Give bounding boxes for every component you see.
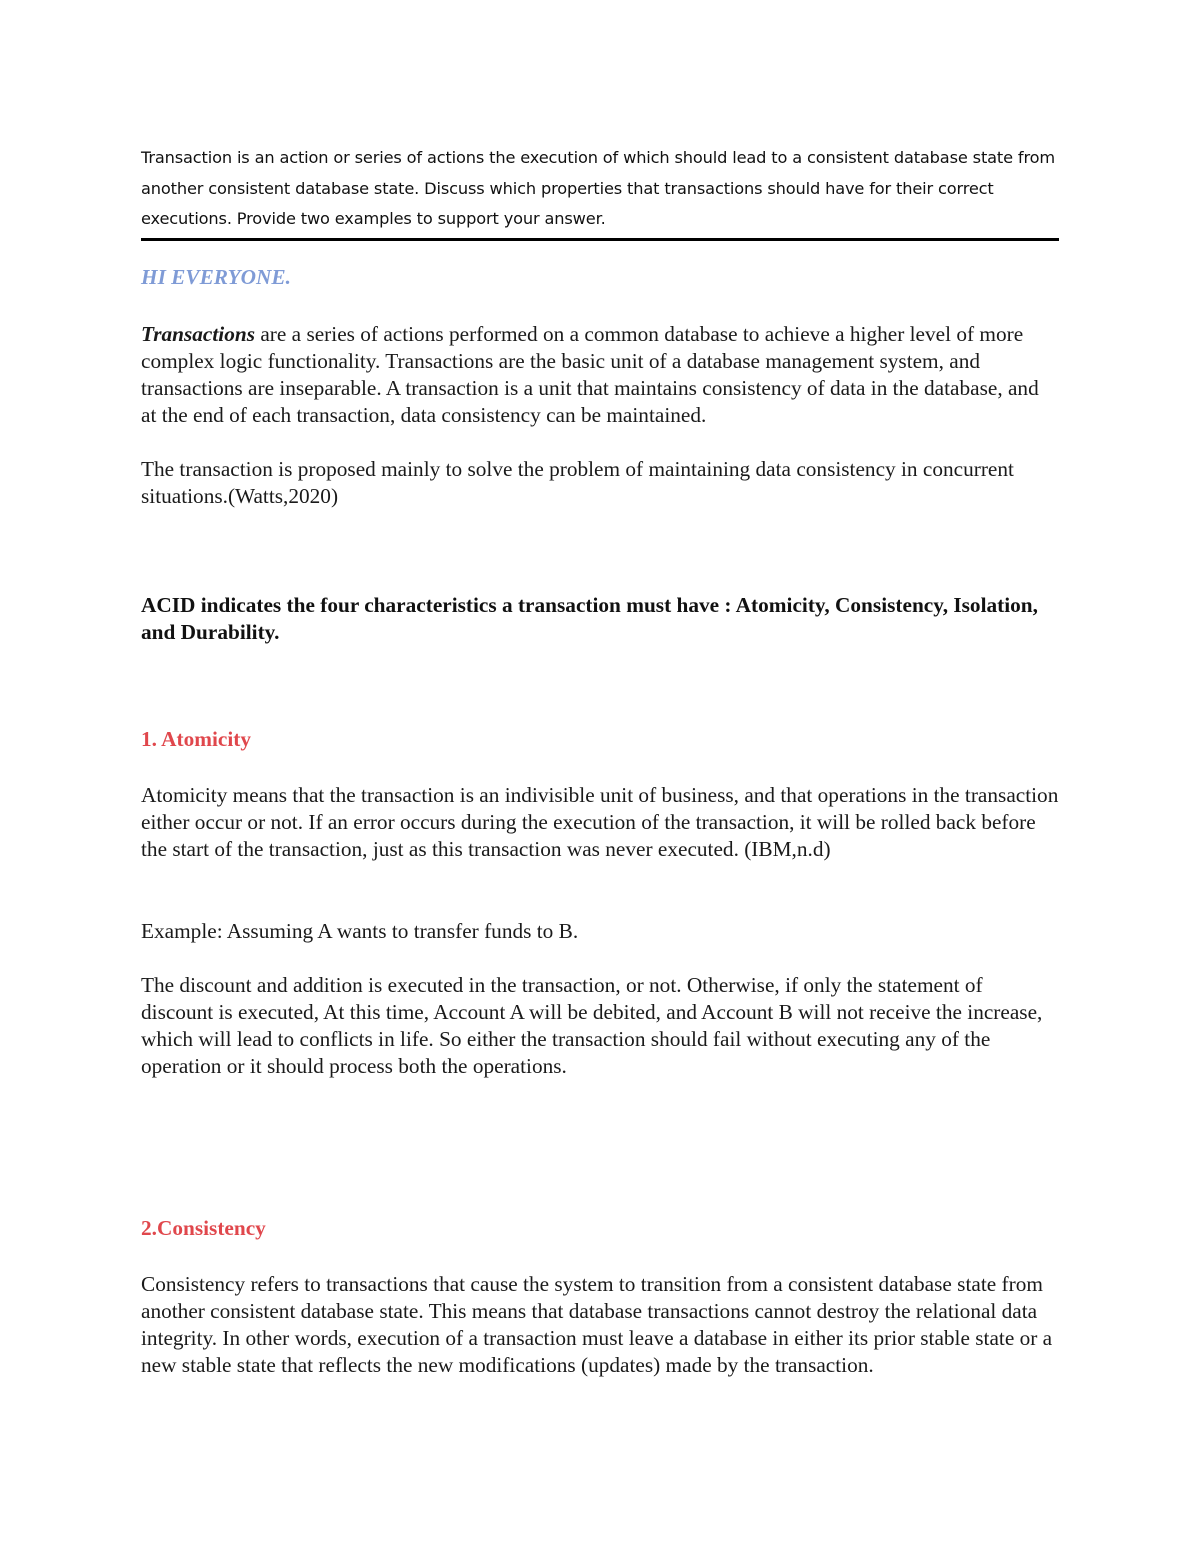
atomicity-explanation: The discount and addition is executed in the transaction, or not. Otherwise, if only the statement of discount is executed, At this time, Account A will be debited, and Account B will not receive the increase, which will lead to conflicts in life. So either the transaction should fail without executing any of the operation or it should process both the operations. — [141, 973, 1043, 1078]
consistency-definition: Consistency refers to transactions that cause the system to transition from a consistent database state from another consistent database state. This means that database transactions cannot destroy the relational data integrity. In other words, execution of a transaction must leave a database in either its prior stable state or a new stable state that reflects the new modifications (updates) made by the transaction. — [141, 1272, 1053, 1377]
intro-term: Transactions — [141, 322, 256, 346]
atomicity-definition: Atomicity means that the transaction is an indivisible unit of business, and that operations in the transaction either occur or not. If an error occurs during the execution of the transaction, it will be rolled back before the start of the transaction, just as this transaction was never executed. (IBM,n.d) — [141, 783, 1059, 861]
document-content — [141, 143, 1059, 1377]
consistency-heading: 2.Consistency — [141, 1216, 266, 1240]
atomicity-example: Example: Assuming A wants to transfer funds to B. — [141, 919, 579, 943]
intro-paragraph — [141, 321, 1059, 429]
acid-paragraph: ACID indicates the four characteristics a transaction must have : Atomicity, Consistency, Isolation, and Durability. — [141, 593, 1038, 644]
question-prompt: Transaction is an action or series of actions the execution of which should lead to a consistent database state from another consistent database state. Discuss which properties that transactions should have for their correct executions. Provide two examples to support your answer. — [141, 143, 1059, 241]
intro-text: are a series of actions performed on a common database to achieve a higher level of more complex logic functionality. Transactions are the basic unit of a database management system, and transactions are inseparable. A transaction is a unit that maintains consistency of data in the database, and at the end of each transaction, data consistency can be maintained. — [141, 322, 1039, 427]
greeting-heading: HI EVERYONE. — [141, 265, 291, 289]
proposed-paragraph: The transaction is proposed mainly to solve the problem of maintaining data consistency in concurrent situations.(Watts,2020) — [141, 457, 1014, 508]
atomicity-heading: 1. Atomicity — [141, 727, 252, 751]
